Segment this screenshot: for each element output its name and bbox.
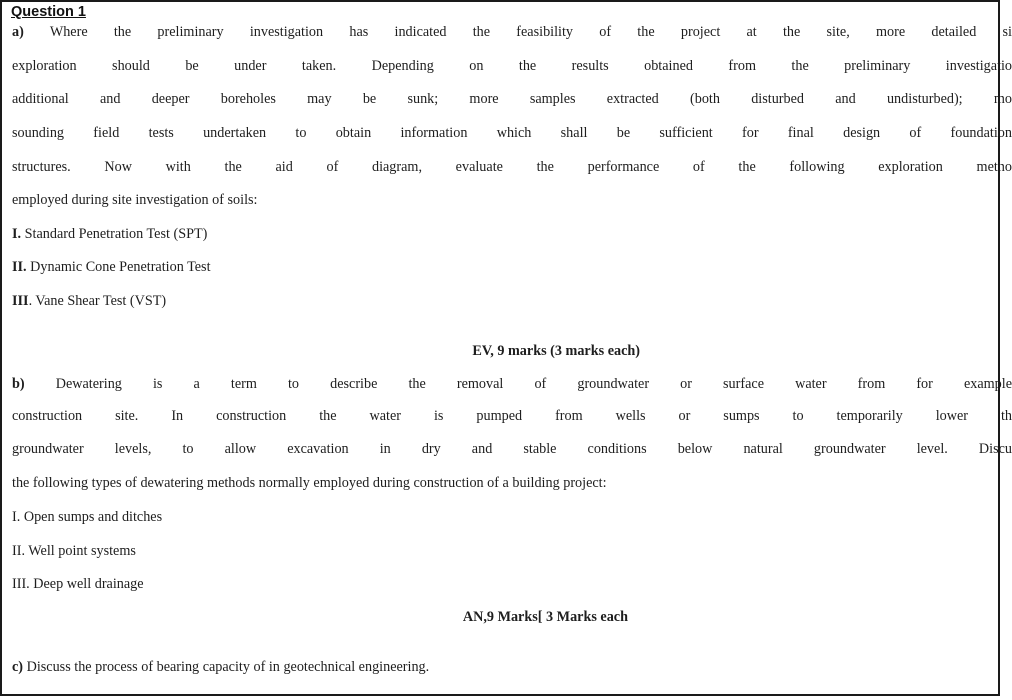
part-a-label: a) — [12, 24, 24, 40]
part-a-line-1: a) Where the preliminary investigation has indicated the feasibility of the project at the site, more detailed si — [12, 24, 1012, 40]
part-b-item-1: I. Open sumps and ditches — [12, 509, 163, 525]
part-b-item-3: III. Deep well drainage — [12, 576, 144, 592]
part-a-line-3: additional and deeper boreholes may be sunk; more samples extracted (both disturbed and undisturbed); mo — [12, 91, 1012, 107]
part-b-line-4: the following types of dewatering methods normally employed during construction of a building project: — [12, 475, 607, 491]
part-b-item-2: II. Well point systems — [12, 543, 136, 559]
part-a-line-6: employed during site investigation of soils: — [12, 192, 258, 208]
part-a-line-2: exploration should be under taken. Depending on the results obtained from the preliminary investigatio — [12, 58, 1012, 74]
part-a-marks: EV, 9 marks (3 marks each) — [472, 343, 640, 359]
part-a-item-3: III. Vane Shear Test (VST) — [12, 293, 167, 309]
part-b-line-3: groundwater levels, to allow excavation in dry and stable conditions below natural groundwater level. Discu — [12, 441, 1012, 457]
part-a-line-4: sounding field tests undertaken to obtain information which shall be sufficient for final design of foundation — [12, 125, 1012, 141]
part-b-marks: AN,9 Marks[ 3 Marks each — [462, 609, 628, 625]
part-c-label: c) — [12, 659, 24, 675]
part-a-item-2: II. Dynamic Cone Penetration Test — [12, 259, 211, 275]
part-b-line-2: construction site. In construction the water is pumped from wells or sumps to temporarily lower th — [12, 408, 1012, 424]
part-b-label: b) — [12, 376, 25, 392]
part-b-line-1: b) Dewatering is a term to describe the removal of groundwater or surface water from for example — [12, 376, 1012, 392]
part-a-item-1: I. Standard Penetration Test (SPT) — [12, 226, 208, 242]
part-c-line: c) Discuss the process of bearing capacity of in geotechnical engineering. — [12, 659, 430, 675]
question-title: Question 1 — [11, 4, 86, 20]
part-a-line-5: structures. Now with the aid of diagram, evaluate the performance of the following exploration metho — [12, 159, 1012, 175]
